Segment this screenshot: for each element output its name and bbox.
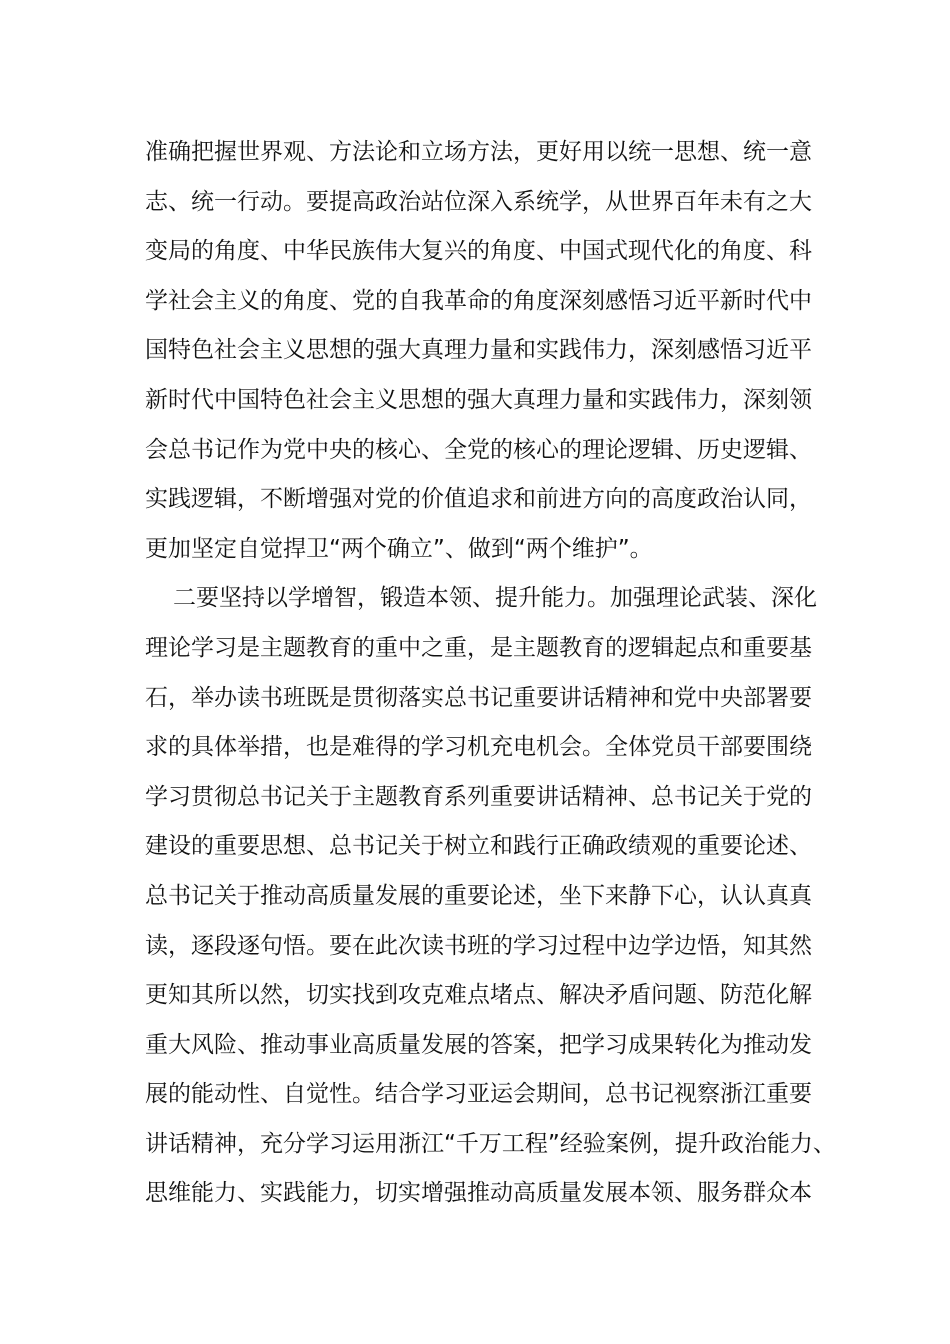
text-line: 实践逻辑，不断增强对党的价值追求和前进方向的高度政治认同， [145, 486, 812, 513]
text-line: 读，逐段逐句悟。要在此次读书班的学习过程中边学边悟，知其然 [145, 932, 812, 959]
text-line: 二要坚持以学增智，锻造本领、提升能力。加强理论武装、深化 [173, 585, 817, 612]
text-line: 变局的角度、中华民族伟大复兴的角度、中国式现代化的角度、科 [145, 238, 812, 265]
text-line: 更加坚定自觉捍卫“两个确立”、做到“两个维护”。 [145, 535, 653, 562]
text-line: 学习贯彻总书记关于主题教育系列重要讲话精神、总书记关于党的 [145, 783, 812, 810]
document-body [145, 128, 836, 1219]
text-line: 准确把握世界观、方法论和立场方法，更好用以统一思想、统一意 [145, 139, 812, 165]
paragraph-1 [145, 128, 810, 574]
text-line: 思维能力、实践能力，切实增强推动高质量发展本领、服务群众本 [145, 1180, 812, 1207]
text-line: 更知其所以然，切实找到攻克难点堵点、解决矛盾问题、防范化解 [145, 982, 812, 1009]
paragraph-2 [145, 574, 836, 1219]
text-line: 讲话精神，充分学习运用浙江“千万工程”经验案例，提升政治能力、 [145, 1130, 836, 1157]
text-line: 会总书记作为党中央的核心、全党的核心的理论逻辑、历史逻辑、 [145, 436, 812, 463]
text-line: 石，举办读书班既是贯彻落实总书记重要讲话精神和党中央部署要 [145, 684, 812, 711]
text-line: 重大风险、推动事业高质量发展的答案，把学习成果转化为推动发 [145, 1031, 812, 1058]
text-line: 学社会主义的角度、党的自我革命的角度深刻感悟习近平新时代中 [145, 287, 812, 314]
text-line: 建设的重要思想、总书记关于树立和践行正确政绩观的重要论述、 [145, 833, 812, 860]
text-line: 志、统一行动。要提高政治站位深入系统学，从世界百年未有之大 [145, 188, 812, 215]
text-line: 求的具体举措，也是难得的学习机充电机会。全体党员干部要围绕 [145, 734, 812, 761]
text-line: 展的能动性、自觉性。结合学习亚运会期间，总书记视察浙江重要 [145, 1081, 812, 1108]
text-line: 新时代中国特色社会主义思想的强大真理力量和实践伟力，深刻领 [145, 386, 812, 413]
text-line: 国特色社会主义思想的强大真理力量和实践伟力，深刻感悟习近平 [145, 337, 812, 364]
text-line: 总书记关于推动高质量发展的重要论述，坐下来静下心，认认真真 [145, 882, 812, 909]
text-line: 理论学习是主题教育的重中之重，是主题教育的逻辑起点和重要基 [145, 634, 812, 661]
